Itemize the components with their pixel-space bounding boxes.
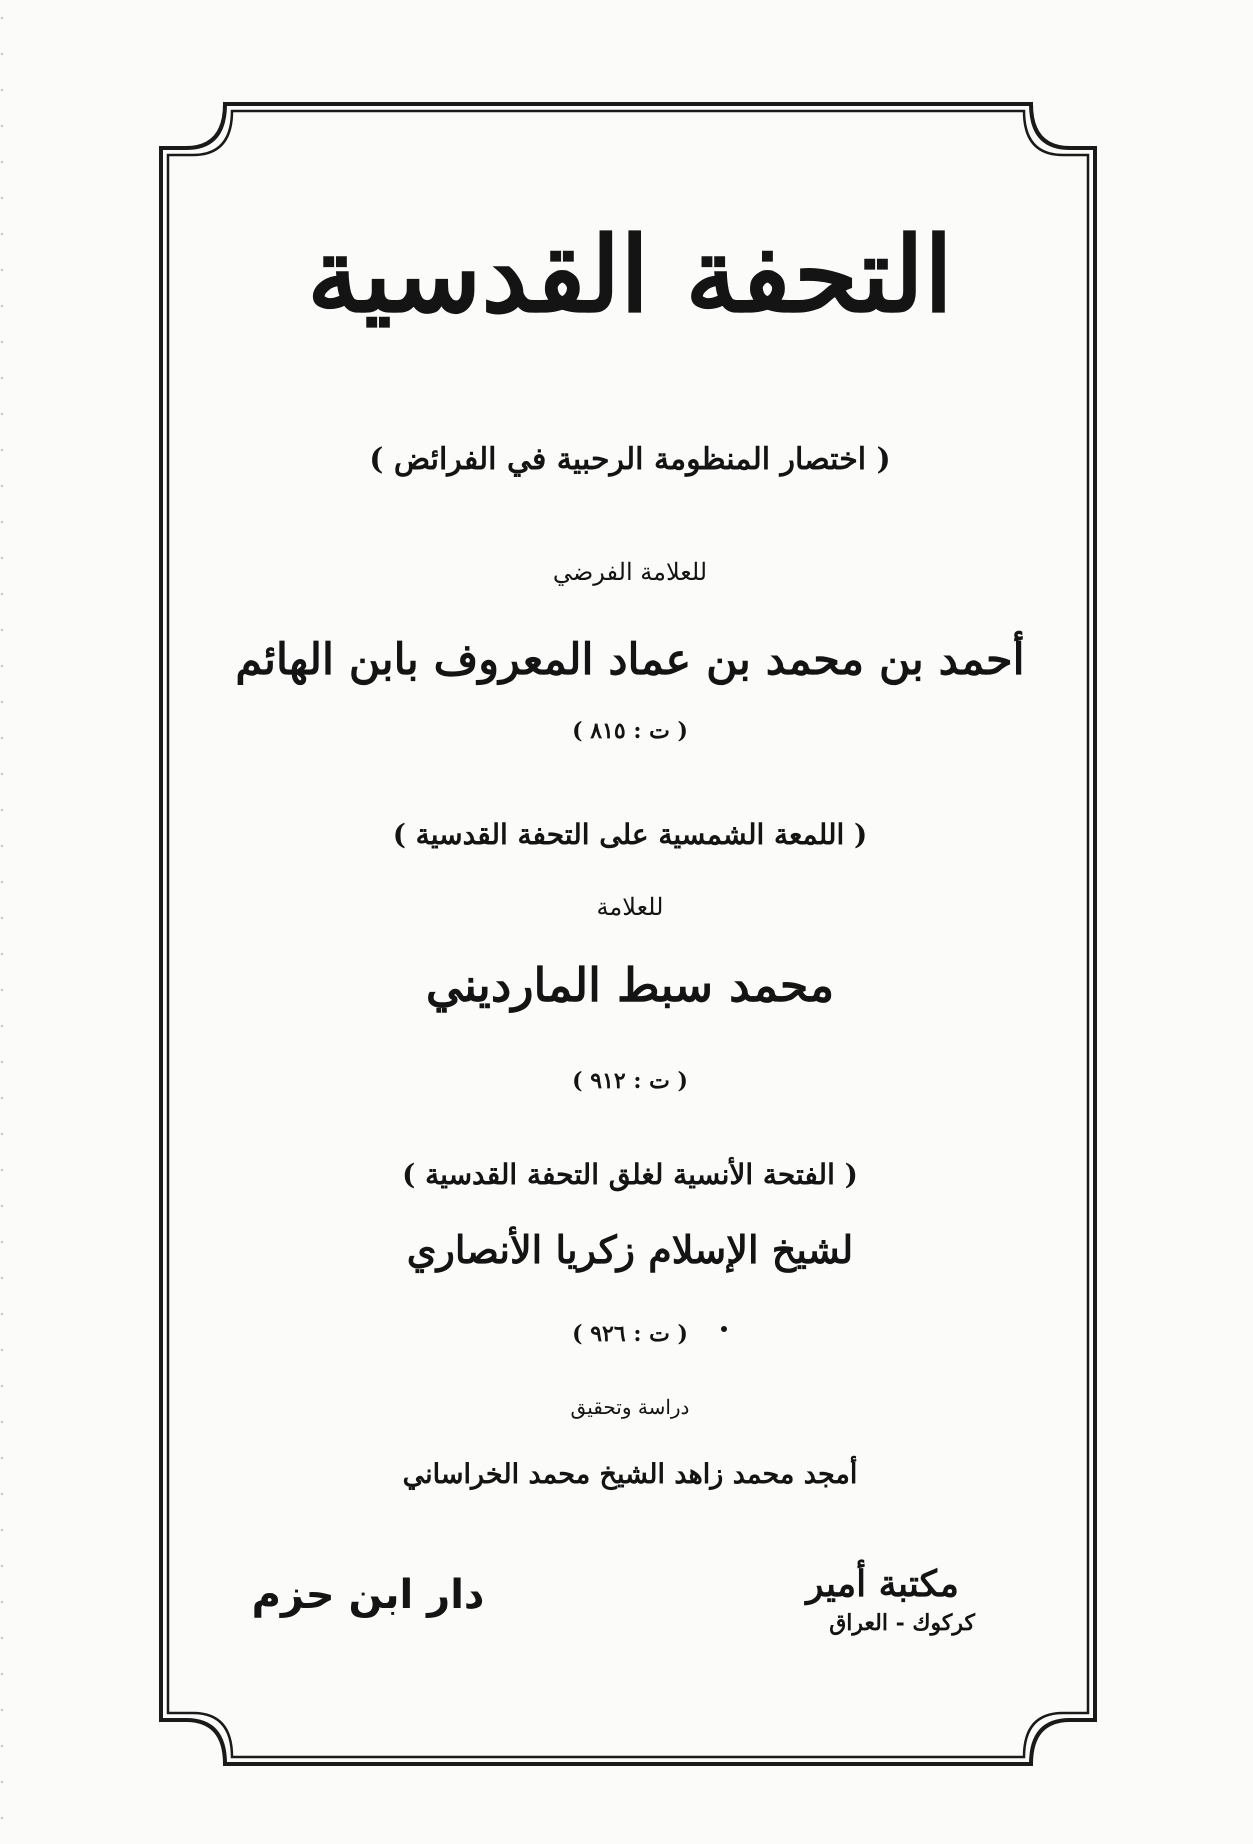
publisher-location: كركوك - العراق xyxy=(829,1610,975,1636)
commentary2-title: ( الفتحة الأنسية لغلق التحفة القدسية ) xyxy=(402,1158,858,1191)
commentary1-death-date: ( ت : ٩١٢ ) xyxy=(572,1068,688,1094)
publisher-logo-dar-ibn-hazm: دار ابن حزم xyxy=(251,1572,485,1618)
commentary2-death-date: ( ت : ٩٢٦ ) xyxy=(572,1321,688,1347)
editor-name: أمجد محمد زاهد الشيخ محمد الخراساني xyxy=(402,1459,858,1490)
commentary1-intro: للعلامة xyxy=(596,893,664,921)
title-page-content xyxy=(230,170,1030,1670)
commentary1-title: ( اللمعة الشمسية على التحفة القدسية ) xyxy=(392,818,868,851)
author-death-date: ( ت : ٨١٥ ) xyxy=(572,718,688,744)
stray-dot xyxy=(721,1326,727,1332)
book-subtitle: ( اختصار المنظومة الرحبية في الفرائض ) xyxy=(369,442,891,477)
author-name: أحمد بن محمد بن عماد المعروف بابن الهائم xyxy=(235,635,1025,685)
book-title: التحفة القدسية xyxy=(307,213,953,336)
commentary2-author: لشيخ الإسلام زكريا الأنصاري xyxy=(406,1227,854,1272)
publisher-name: مكتبة أمير xyxy=(806,1563,959,1605)
publisher-logo-maktabat-amir xyxy=(760,1560,1005,1638)
commentary1-author: محمد سبط المارديني xyxy=(425,958,835,1012)
editing-label: دراسة وتحقيق xyxy=(570,1395,690,1419)
author-intro: للعلامة الفرضي xyxy=(552,558,708,586)
